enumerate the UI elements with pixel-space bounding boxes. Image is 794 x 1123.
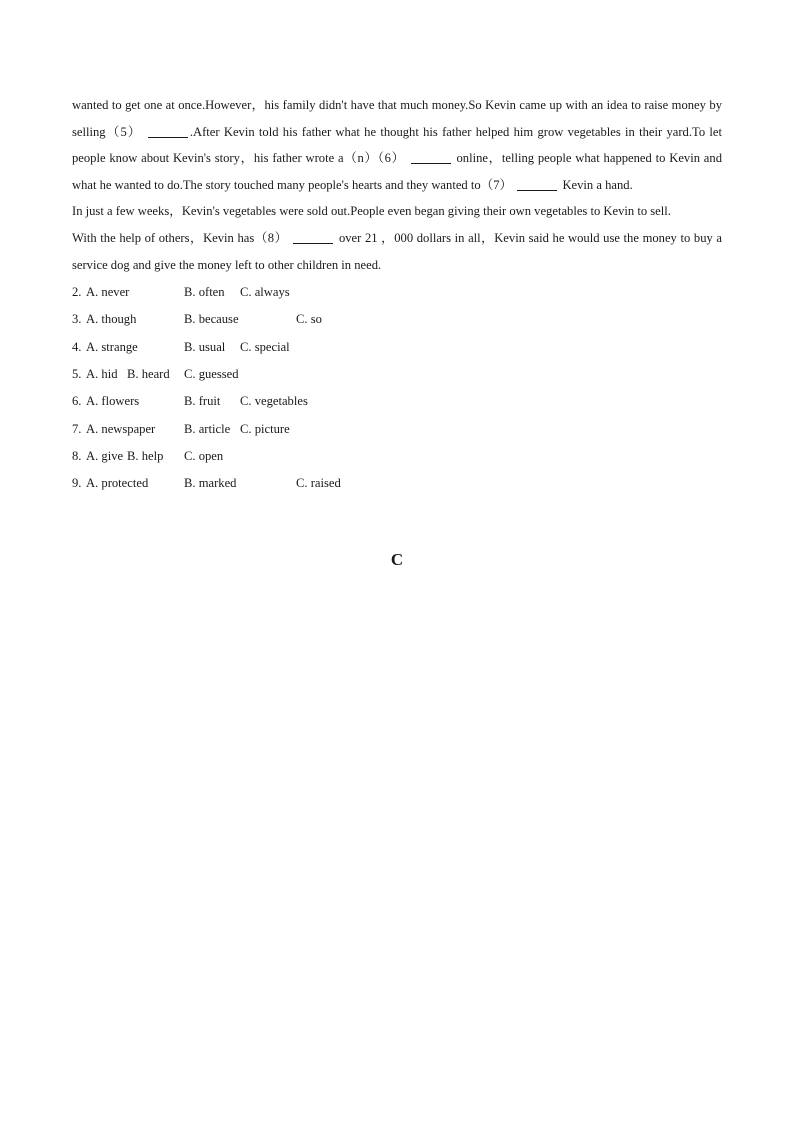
question-number: 5.: [72, 367, 82, 382]
option-b[interactable]: B. because: [184, 312, 239, 327]
passage-text: wanted to get one at once.However，his family didn't have that much money.So Kevin came up with an idea to raise money by selling（5）: [72, 98, 722, 139]
option-row: [72, 361, 722, 388]
option-c[interactable]: C. so: [296, 312, 322, 327]
option-c[interactable]: C. picture: [240, 421, 290, 436]
answer-blank-6[interactable]: [411, 150, 451, 164]
option-a[interactable]: A. flowers: [86, 394, 140, 409]
option-b[interactable]: B. often: [184, 285, 225, 300]
passage-paragraph-3: [72, 225, 722, 278]
passage-text: .After Kevin told his father what he thought his father helped him grow vegetables in their yard.To let people know about Kevin's story，his father wrote a（n）（6）: [72, 124, 722, 166]
option-row: [72, 388, 722, 415]
question-number: 2.: [72, 285, 82, 300]
passage-text: With the help of others，Kevin has（8）: [72, 230, 288, 245]
option-a[interactable]: A. though: [86, 312, 137, 327]
option-b[interactable]: B. usual: [184, 339, 226, 354]
option-row: [72, 443, 722, 470]
passage-text: Kevin a hand.: [562, 177, 633, 192]
option-a[interactable]: A. protected: [86, 476, 149, 491]
option-c[interactable]: C. always: [240, 285, 290, 300]
options-list: [72, 279, 722, 497]
answer-blank-5[interactable]: [148, 124, 188, 138]
option-c[interactable]: C. guessed: [184, 367, 239, 382]
option-b[interactable]: B. fruit: [184, 394, 221, 409]
section-heading: C: [390, 550, 404, 569]
option-c[interactable]: C. raised: [296, 476, 341, 491]
question-number: 4.: [72, 339, 82, 354]
option-a[interactable]: A. give: [86, 448, 124, 463]
document-body: [72, 92, 722, 498]
answer-blank-7[interactable]: [517, 177, 557, 191]
option-a[interactable]: A. hid: [86, 367, 118, 382]
option-row: [72, 279, 722, 306]
passage-text: over 21 ，000 dollars in all，Kevin said he would use the money to buy a service dog and give the money left to other children in need.: [72, 230, 723, 272]
option-a[interactable]: A. strange: [86, 339, 138, 354]
option-a[interactable]: A. newspaper: [86, 421, 156, 436]
question-number: 7.: [72, 421, 82, 436]
option-row: [72, 470, 722, 497]
question-number: 8.: [72, 448, 82, 463]
option-b[interactable]: B. help: [127, 448, 164, 463]
passage-paragraph-1: [72, 92, 722, 198]
option-b[interactable]: B. heard: [127, 367, 170, 382]
option-c[interactable]: C. vegetables: [240, 394, 308, 409]
option-b[interactable]: B. article: [184, 421, 231, 436]
option-c[interactable]: C. open: [184, 448, 224, 463]
question-number: 9.: [72, 476, 82, 491]
question-number: 3.: [72, 312, 82, 327]
answer-blank-8[interactable]: [293, 230, 333, 244]
option-c[interactable]: C. special: [240, 339, 290, 354]
option-b[interactable]: B. marked: [184, 476, 237, 491]
option-row: [72, 416, 722, 443]
option-row: [72, 306, 722, 333]
option-a[interactable]: A. never: [86, 285, 130, 300]
passage-paragraph-2: In just a few weeks，Kevin's vegetables were sold out.People even began giving their own vegetables to Kevin to sell.: [72, 204, 671, 219]
question-number: 6.: [72, 394, 82, 409]
passage-text: online，telling people what happened to Kevin and what he wanted to do.The story touched many people's hearts and they wanted to（7）: [72, 151, 722, 192]
option-row: [72, 334, 722, 361]
